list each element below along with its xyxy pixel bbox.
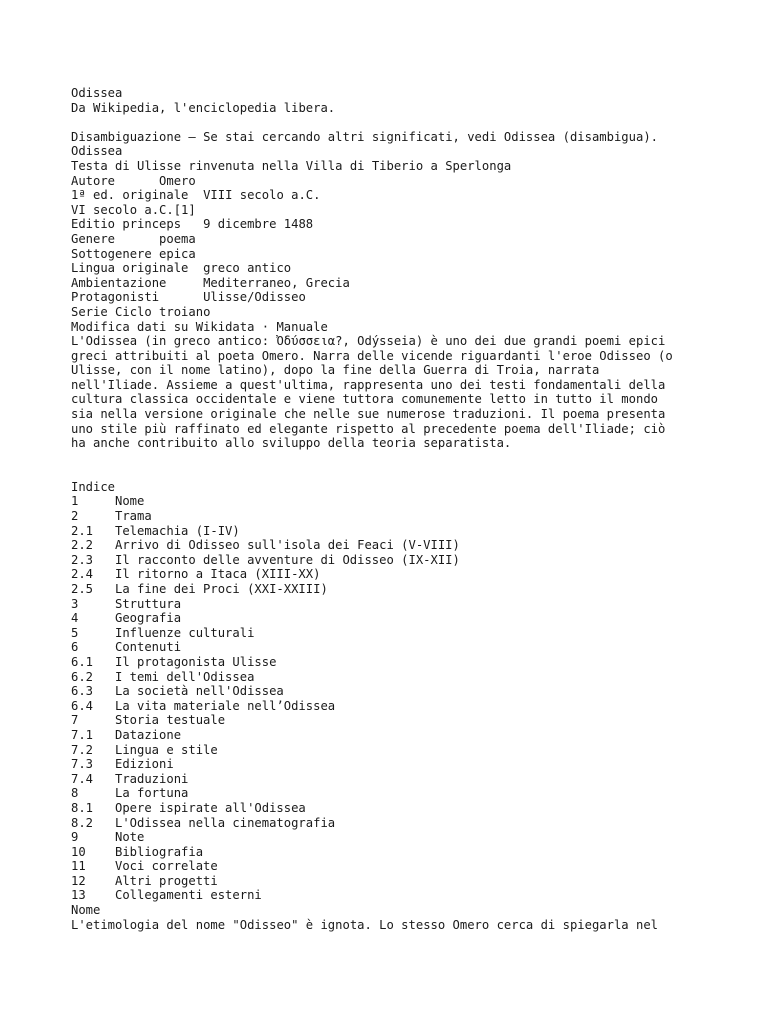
toc-item-number: 2.2 (71, 538, 94, 553)
toc-item[interactable] (71, 597, 761, 612)
toc-item-label[interactable]: I temi dell'Odissea (115, 669, 255, 684)
toc-item[interactable] (71, 640, 761, 655)
toc-item-label[interactable]: Collegamenti esterni (115, 888, 262, 903)
infobox-row: Ambientazione Mediterraneo, Grecia (71, 275, 350, 290)
toc-item[interactable] (71, 611, 761, 626)
toc-item-label[interactable]: Influenze culturali (115, 625, 255, 640)
toc-item[interactable] (71, 859, 761, 874)
infobox (71, 144, 761, 334)
toc-item-number: 7.2 (71, 742, 94, 757)
infobox-row: Genere poema (71, 231, 196, 246)
toc-item[interactable] (71, 757, 761, 772)
intro-line: Ulisse, con il nome latino), dopo la fine della Guerra di Troia, narrata (71, 363, 600, 378)
toc-item-label[interactable]: La società nell'Odissea (115, 684, 284, 699)
page-subtitle: Da Wikipedia, l'enciclopedia libera. (71, 100, 336, 115)
toc-item-number: 2.1 (71, 523, 94, 538)
toc-item[interactable] (71, 845, 761, 860)
infobox-row: VI secolo a.C.[1] (71, 202, 196, 217)
infobox-row: Serie Ciclo troiano (71, 304, 211, 319)
toc-item-label[interactable]: La vita materiale nell’Odissea (115, 698, 336, 713)
toc-item-label[interactable]: La fine dei Proci (XXI-XXIII) (115, 582, 328, 596)
toc-item-number: 10 (71, 844, 86, 859)
toc-item-number: 3 (71, 596, 79, 611)
toc-item-number: 4 (71, 611, 79, 626)
infobox-row: Lingua originale greco antico (71, 261, 292, 276)
document-page (71, 86, 761, 932)
toc-item-number: 2.4 (71, 567, 94, 582)
toc-item-label[interactable]: Nome (115, 494, 145, 509)
section-text-line: L'etimologia del nome "Odisseo" è ignota. Lo stesso Omero cerca di spiegarla nel (71, 917, 658, 932)
toc-item-number: 13 (71, 888, 86, 903)
toc-item[interactable] (71, 582, 761, 597)
toc-item[interactable] (71, 801, 761, 816)
toc-item[interactable] (71, 743, 761, 758)
toc-item-label[interactable]: Voci correlate (115, 859, 218, 874)
toc-item-label[interactable]: Edizioni (115, 757, 174, 772)
toc-item-label[interactable]: Note (115, 830, 145, 845)
toc-list (71, 494, 761, 903)
intro-line: uno stile più raffinato ed elegante rispetto al precedente poema dell'Iliade; ciò (71, 421, 666, 436)
spacer (71, 451, 761, 480)
toc-heading: Indice (71, 479, 116, 494)
infobox-caption: Testa di Ulisse rinvenuta nella Villa di Tiberio a Sperlonga (71, 158, 512, 173)
intro-line: nell'Iliade. Assieme a quest'ultima, rappresenta uno dei testi fondamentali della (71, 377, 666, 392)
toc-item-number: 12 (71, 873, 86, 888)
spacer (71, 115, 761, 130)
toc-item-number: 1 (71, 494, 79, 509)
toc-item[interactable] (71, 874, 761, 889)
page-title: Odissea (71, 86, 123, 100)
toc-item-number: 5 (71, 625, 79, 640)
toc-item[interactable] (71, 655, 761, 670)
toc-item-number: 6.2 (71, 669, 94, 684)
toc-item-number: 8.2 (71, 815, 94, 830)
intro-line: L'Odissea (in greco antico: Ὀδύσσεια?, Odýsseia) è uno dei due grandi poemi epici (71, 334, 666, 349)
toc-item-label[interactable]: Il racconto delle avventure di Odisseo (IX-XII) (115, 552, 460, 567)
infobox-row: 1ª ed. originale VIII secolo a.C. (71, 188, 321, 203)
toc-item[interactable] (71, 728, 761, 743)
toc-item[interactable] (71, 713, 761, 728)
intro-line: ha anche contribuito allo sviluppo della teoria separatista. (71, 436, 512, 451)
infobox-row: Protagonisti Ulisse/Odisseo (71, 290, 306, 305)
toc-item-number: 8 (71, 786, 79, 801)
toc-item[interactable] (71, 786, 761, 801)
intro-paragraph (71, 334, 761, 451)
toc-item-number: 11 (71, 859, 86, 874)
intro-line: cultura classica occidentale e viene tuttora comunemente letto in tutto il mondo (71, 392, 658, 407)
toc-item[interactable] (71, 524, 761, 539)
toc-item[interactable] (71, 830, 761, 845)
toc-item[interactable] (71, 509, 761, 524)
section-heading: Nome (71, 903, 101, 918)
toc-item-label[interactable]: Arrivo di Odisseo sull'isola dei Feaci (V-VIII) (115, 538, 460, 553)
disambiguation-note: Disambiguazione – Se stai cercando altri significati, vedi Odissea (disambigua). (71, 129, 658, 144)
toc-item-number: 7.4 (71, 771, 94, 786)
toc-item[interactable] (71, 684, 761, 699)
toc-item-number: 2.3 (71, 552, 94, 567)
toc-item-label[interactable]: L'Odissea nella cinematografia (115, 815, 336, 830)
toc-item-label[interactable]: Opere ispirate all'Odissea (115, 800, 306, 815)
intro-line: sia nella versione originale che nelle sue numerose traduzioni. Il poema presenta (71, 407, 666, 422)
toc-item-label[interactable]: Datazione (115, 727, 182, 742)
toc-item-number: 2 (71, 509, 79, 524)
toc-item[interactable] (71, 567, 761, 582)
toc-item[interactable] (71, 538, 761, 553)
toc-item-label[interactable]: Contenuti (115, 640, 182, 655)
toc-item[interactable] (71, 670, 761, 685)
toc-item-number: 7.3 (71, 757, 94, 772)
toc-item-label[interactable]: Telemachia (I-IV) (115, 523, 240, 538)
infobox-row: Autore Omero (71, 173, 196, 188)
toc-item-label[interactable]: Il protagonista Ulisse (115, 654, 277, 669)
toc-item-label[interactable]: Traduzioni (115, 771, 189, 786)
toc-item-label[interactable]: La fortuna (115, 786, 189, 801)
toc-item[interactable] (71, 494, 761, 509)
toc-item-label[interactable]: Bibliografia (115, 844, 204, 859)
toc-item-label[interactable]: Altri progetti (115, 873, 218, 888)
toc-item-number: 6.3 (71, 684, 94, 699)
toc-item-label[interactable]: Trama (115, 509, 152, 524)
toc-item-number: 6 (71, 640, 79, 655)
toc-item[interactable] (71, 772, 761, 787)
toc-item[interactable] (71, 699, 761, 714)
infobox-edit-link[interactable]: Modifica dati su Wikidata · Manuale (71, 319, 328, 334)
toc-item-number: 6.4 (71, 698, 94, 713)
toc-item[interactable] (71, 626, 761, 641)
intro-line: greci attribuiti al poeta Omero. Narra delle vicende riguardanti l'eroe Odisseo (o (71, 348, 673, 363)
toc-item[interactable] (71, 553, 761, 568)
table-of-contents (71, 480, 761, 903)
toc-item-label[interactable]: Lingua e stile (115, 742, 218, 757)
toc-item-label[interactable]: Geografia (115, 611, 182, 626)
toc-item-label[interactable]: Il ritorno a Itaca (XIII-XX) (115, 567, 321, 582)
toc-item-number: 7 (71, 713, 79, 728)
infobox-title: Odissea (71, 144, 123, 159)
toc-item-number: 9 (71, 830, 79, 845)
section-nome (71, 903, 761, 932)
infobox-row: Sottogenere epica (71, 246, 196, 261)
toc-item[interactable] (71, 888, 761, 903)
toc-item-label[interactable]: Storia testuale (115, 713, 226, 728)
infobox-row: Editio princeps 9 dicembre 1488 (71, 217, 314, 232)
toc-item-number: 2.5 (71, 582, 94, 596)
toc-item-number: 7.1 (71, 727, 94, 742)
toc-item[interactable] (71, 816, 761, 831)
toc-item-number: 8.1 (71, 800, 94, 815)
toc-item-number: 6.1 (71, 654, 94, 669)
toc-item-label[interactable]: Struttura (115, 596, 182, 611)
